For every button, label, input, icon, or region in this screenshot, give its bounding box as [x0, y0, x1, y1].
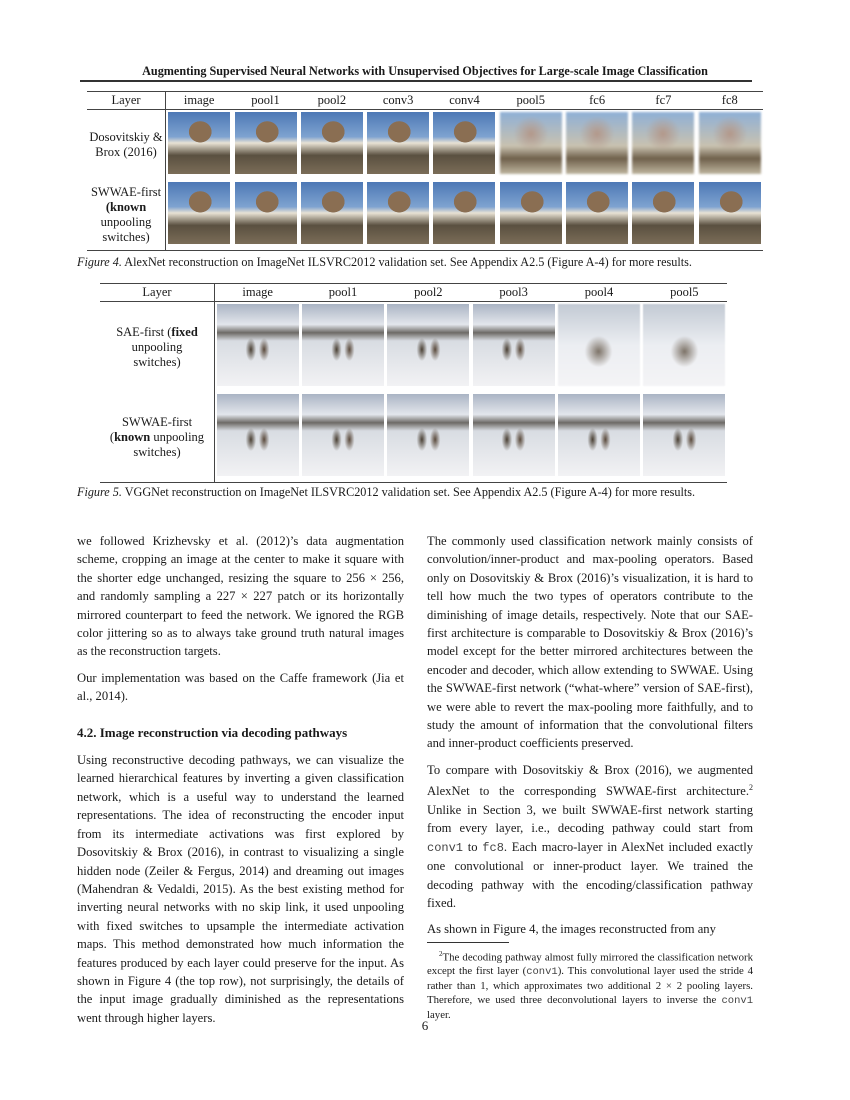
section-heading: 4.2. Image reconstruction via decoding pathways: [77, 724, 348, 740]
cell: [232, 110, 298, 181]
column-header: fc8: [697, 92, 763, 110]
figure-4-caption: [77, 255, 692, 270]
footnote-rule: [427, 942, 509, 943]
text: layer.: [427, 1009, 451, 1022]
cell: [564, 180, 630, 251]
cell: [471, 392, 556, 483]
reconstruction-image: [632, 112, 694, 174]
label-line: switches): [133, 444, 181, 459]
caption-label: Figure 4.: [77, 255, 122, 269]
cell: [300, 302, 385, 393]
cell: [215, 302, 301, 393]
column-header: pool2: [386, 284, 471, 302]
column-header: image: [166, 92, 233, 110]
cell: [232, 180, 298, 251]
reconstruction-image: [643, 304, 725, 386]
cell: [386, 392, 471, 483]
reconstruction-image: [473, 304, 555, 386]
right-column: [427, 532, 753, 1022]
code: conv1: [526, 966, 558, 979]
cell: [166, 110, 233, 181]
cell: [642, 392, 727, 483]
reconstruction-image: [433, 112, 495, 174]
cell: [498, 110, 564, 181]
reconstruction-image: [473, 394, 555, 476]
code: conv1: [721, 995, 753, 1008]
cell: [299, 110, 365, 181]
label-line: switches): [102, 230, 150, 244]
cell: [564, 110, 630, 181]
caption-text: VGGNet reconstruction on ImageNet ILSVRC2012 validation set. See Appendix A2.5 (Figure A-4) for more results.: [121, 485, 696, 499]
cell: [300, 392, 385, 483]
text: ). This convolutional layer used the stride 4 rather than 1, which approximates two additional 2 × 2 pooling layers. Therefore, we used three deconvolutional layers to inverse the: [427, 965, 753, 1007]
label-line: SWWAE-first: [90, 185, 162, 199]
column-header: fc7: [630, 92, 696, 110]
cell: [431, 110, 497, 181]
column-header: image: [215, 284, 301, 302]
reconstruction-image: [566, 112, 628, 174]
reconstruction-image: [301, 182, 363, 244]
running-header: Augmenting Supervised Neural Networks with Unsupervised Objectives for Large-scale Image Classification: [142, 64, 708, 78]
label-line: Brox (2016): [95, 145, 157, 159]
label-line: switches): [133, 354, 181, 369]
reconstruction-image: [168, 112, 230, 174]
cell: [556, 302, 641, 393]
reconstruction-image: [433, 182, 495, 244]
cell: [299, 180, 365, 251]
label-bold: known: [114, 429, 151, 444]
reconstruction-image: [235, 112, 297, 174]
reconstruction-image: [302, 304, 384, 386]
cell: [697, 110, 763, 181]
label-line: (: [109, 429, 115, 444]
column-header: Layer: [100, 284, 215, 302]
reconstruction-image: [558, 304, 640, 386]
text: To compare with Dosovitskiy & Brox (2016), we augmented AlexNet to the corresponding SWWAE-first architecture.: [427, 762, 753, 799]
reconstruction-image: [235, 182, 297, 244]
reconstruction-image: [387, 394, 469, 476]
text: The decoding pathway almost fully mirrored the classification network except the first layer (: [427, 951, 753, 978]
paragraph: Our implementation was based on the Caffe framework (Jia et al., 2014).: [77, 670, 404, 704]
reconstruction-image: [217, 304, 299, 386]
row-label: [100, 302, 215, 393]
footnote: [427, 947, 753, 1023]
cell: [386, 302, 471, 393]
cell: [630, 180, 696, 251]
column-header: pool3: [471, 284, 556, 302]
paragraph: Using reconstructive decoding pathways, we can visualize the learned hierarchical features by inverting a given classification network, which is a useful way to understand the learned representations. The idea of reconstructing the encoder input from its intermediate activations was first explored by Dosovitskiy & Brox (2016), in contrast to visualizing a single hidden node (Zeiler & Fergus, 2014) and dreaming out images (Mahendran & Vedaldi, 2015). As the best existing method for inverting neural networks with no skip link, it used unpooling with fixed switches to upsample the intermediate activation maps. This method demonstrated how much information the features produced by each layer could preserve for the input. As shown in Figure 4 (the top row), not surprisingly, the details of the input image gradually diminished as the representations went through higher layers.: [77, 753, 404, 1025]
label-bold: fixed: [171, 324, 198, 339]
reconstruction-image: [301, 112, 363, 174]
cell: [556, 392, 641, 483]
label-line: unpooling: [150, 429, 205, 444]
column-header: conv3: [365, 92, 431, 110]
cell: [166, 180, 233, 251]
footnote-number: 2: [439, 949, 443, 958]
column-header: Layer: [87, 92, 166, 110]
reconstruction-image: [500, 112, 562, 174]
cell: [365, 180, 431, 251]
cell: [215, 392, 301, 483]
reconstruction-image: [632, 182, 694, 244]
reconstruction-image: [367, 112, 429, 174]
reconstruction-image: [566, 182, 628, 244]
footnote-ref[interactable]: 2: [749, 783, 753, 793]
label-bold: (known: [105, 200, 147, 214]
cell: [365, 110, 431, 181]
row-label: [87, 110, 166, 181]
label-line: SWWAE-first: [121, 414, 193, 429]
header-rule: [80, 80, 752, 82]
row-label: [100, 392, 215, 483]
reconstruction-image: [302, 394, 384, 476]
reconstruction-image: [367, 182, 429, 244]
reconstruction-image: [217, 394, 299, 476]
text: . Each macro-layer in AlexNet included exactly one convolutional or inner-product layer. We trained the decoding pathway with the encoding/classification pathway fixed.: [427, 839, 753, 910]
paragraph: The commonly used classification network mainly consists of convolution/inner-product and max-pooling operators. Based only on Dosovitskiy & Brox (2016)’s visualization, it is hard to tell how much the two types of operators contribute to the diminishing of image details, respectively. Note that our SAE-first architecture is comparable to Dosovitskiy & Brox (2016)’s model except for the better mirrored architectures between the encoder and decoder, which allow extending to SWWAE. Using the SWWAE-first network (“what-where” version of SAE-first), we were able to revert the max-pooling more faithfully, and to study the amount of information that the convolutional filters and inner-product coefficients preserved.: [427, 534, 753, 751]
column-header: fc6: [564, 92, 630, 110]
text: Unlike in Section 3, we built SWWAE-first network starting from every layer, i.e., decoding pathway could start from: [427, 802, 753, 836]
figure-5-table: [100, 283, 727, 483]
column-header: conv4: [431, 92, 497, 110]
reconstruction-image: [500, 182, 562, 244]
reconstruction-image: [387, 304, 469, 386]
text: to: [463, 839, 483, 854]
code: fc8: [482, 840, 504, 855]
figure-4-table: [87, 91, 763, 251]
caption-label: Figure 5.: [77, 485, 122, 499]
reconstruction-image: [643, 394, 725, 476]
label-line: Dosovitskiy &: [89, 130, 163, 144]
cell: [642, 302, 727, 393]
reconstruction-image: [558, 394, 640, 476]
label-line: unpooling: [100, 215, 152, 229]
cell: [498, 180, 564, 251]
code: conv1: [427, 840, 464, 855]
column-header: pool5: [498, 92, 564, 110]
paragraph: [427, 761, 753, 912]
label-line: unpooling: [131, 339, 183, 354]
label-line: SAE-first (: [116, 324, 172, 339]
cell: [431, 180, 497, 251]
column-header: pool5: [642, 284, 727, 302]
figure-5-caption: [77, 485, 695, 500]
reconstruction-image: [168, 182, 230, 244]
row-label: [87, 180, 166, 251]
page-number: 6: [421, 1018, 429, 1033]
cell: [697, 180, 763, 251]
cell: [471, 302, 556, 393]
left-column: [77, 532, 404, 1035]
reconstruction-image: [699, 182, 761, 244]
paragraph: we followed Krizhevsky et al. (2012)’s data augmentation scheme, cropping an image at the center to make it square with the shorter edge unchanged, resizing the square to 256 × 256, and randomly sampling a 227 × 227 patch or its horizontally mirrored counterpart to feed the network. We ignored the RGB color jittering so as to always take ground truth natural images as the reconstruction targets.: [77, 534, 404, 659]
caption-text: AlexNet reconstruction on ImageNet ILSVRC2012 validation set. See Appendix A2.5 (Figure A-4) for more results.: [121, 255, 692, 269]
column-header: pool1: [300, 284, 385, 302]
column-header: pool2: [299, 92, 365, 110]
reconstruction-image: [699, 112, 761, 174]
column-header: pool4: [556, 284, 641, 302]
column-header: pool1: [232, 92, 298, 110]
paragraph: As shown in Figure 4, the images reconstructed from any: [427, 922, 716, 937]
cell: [630, 110, 696, 181]
